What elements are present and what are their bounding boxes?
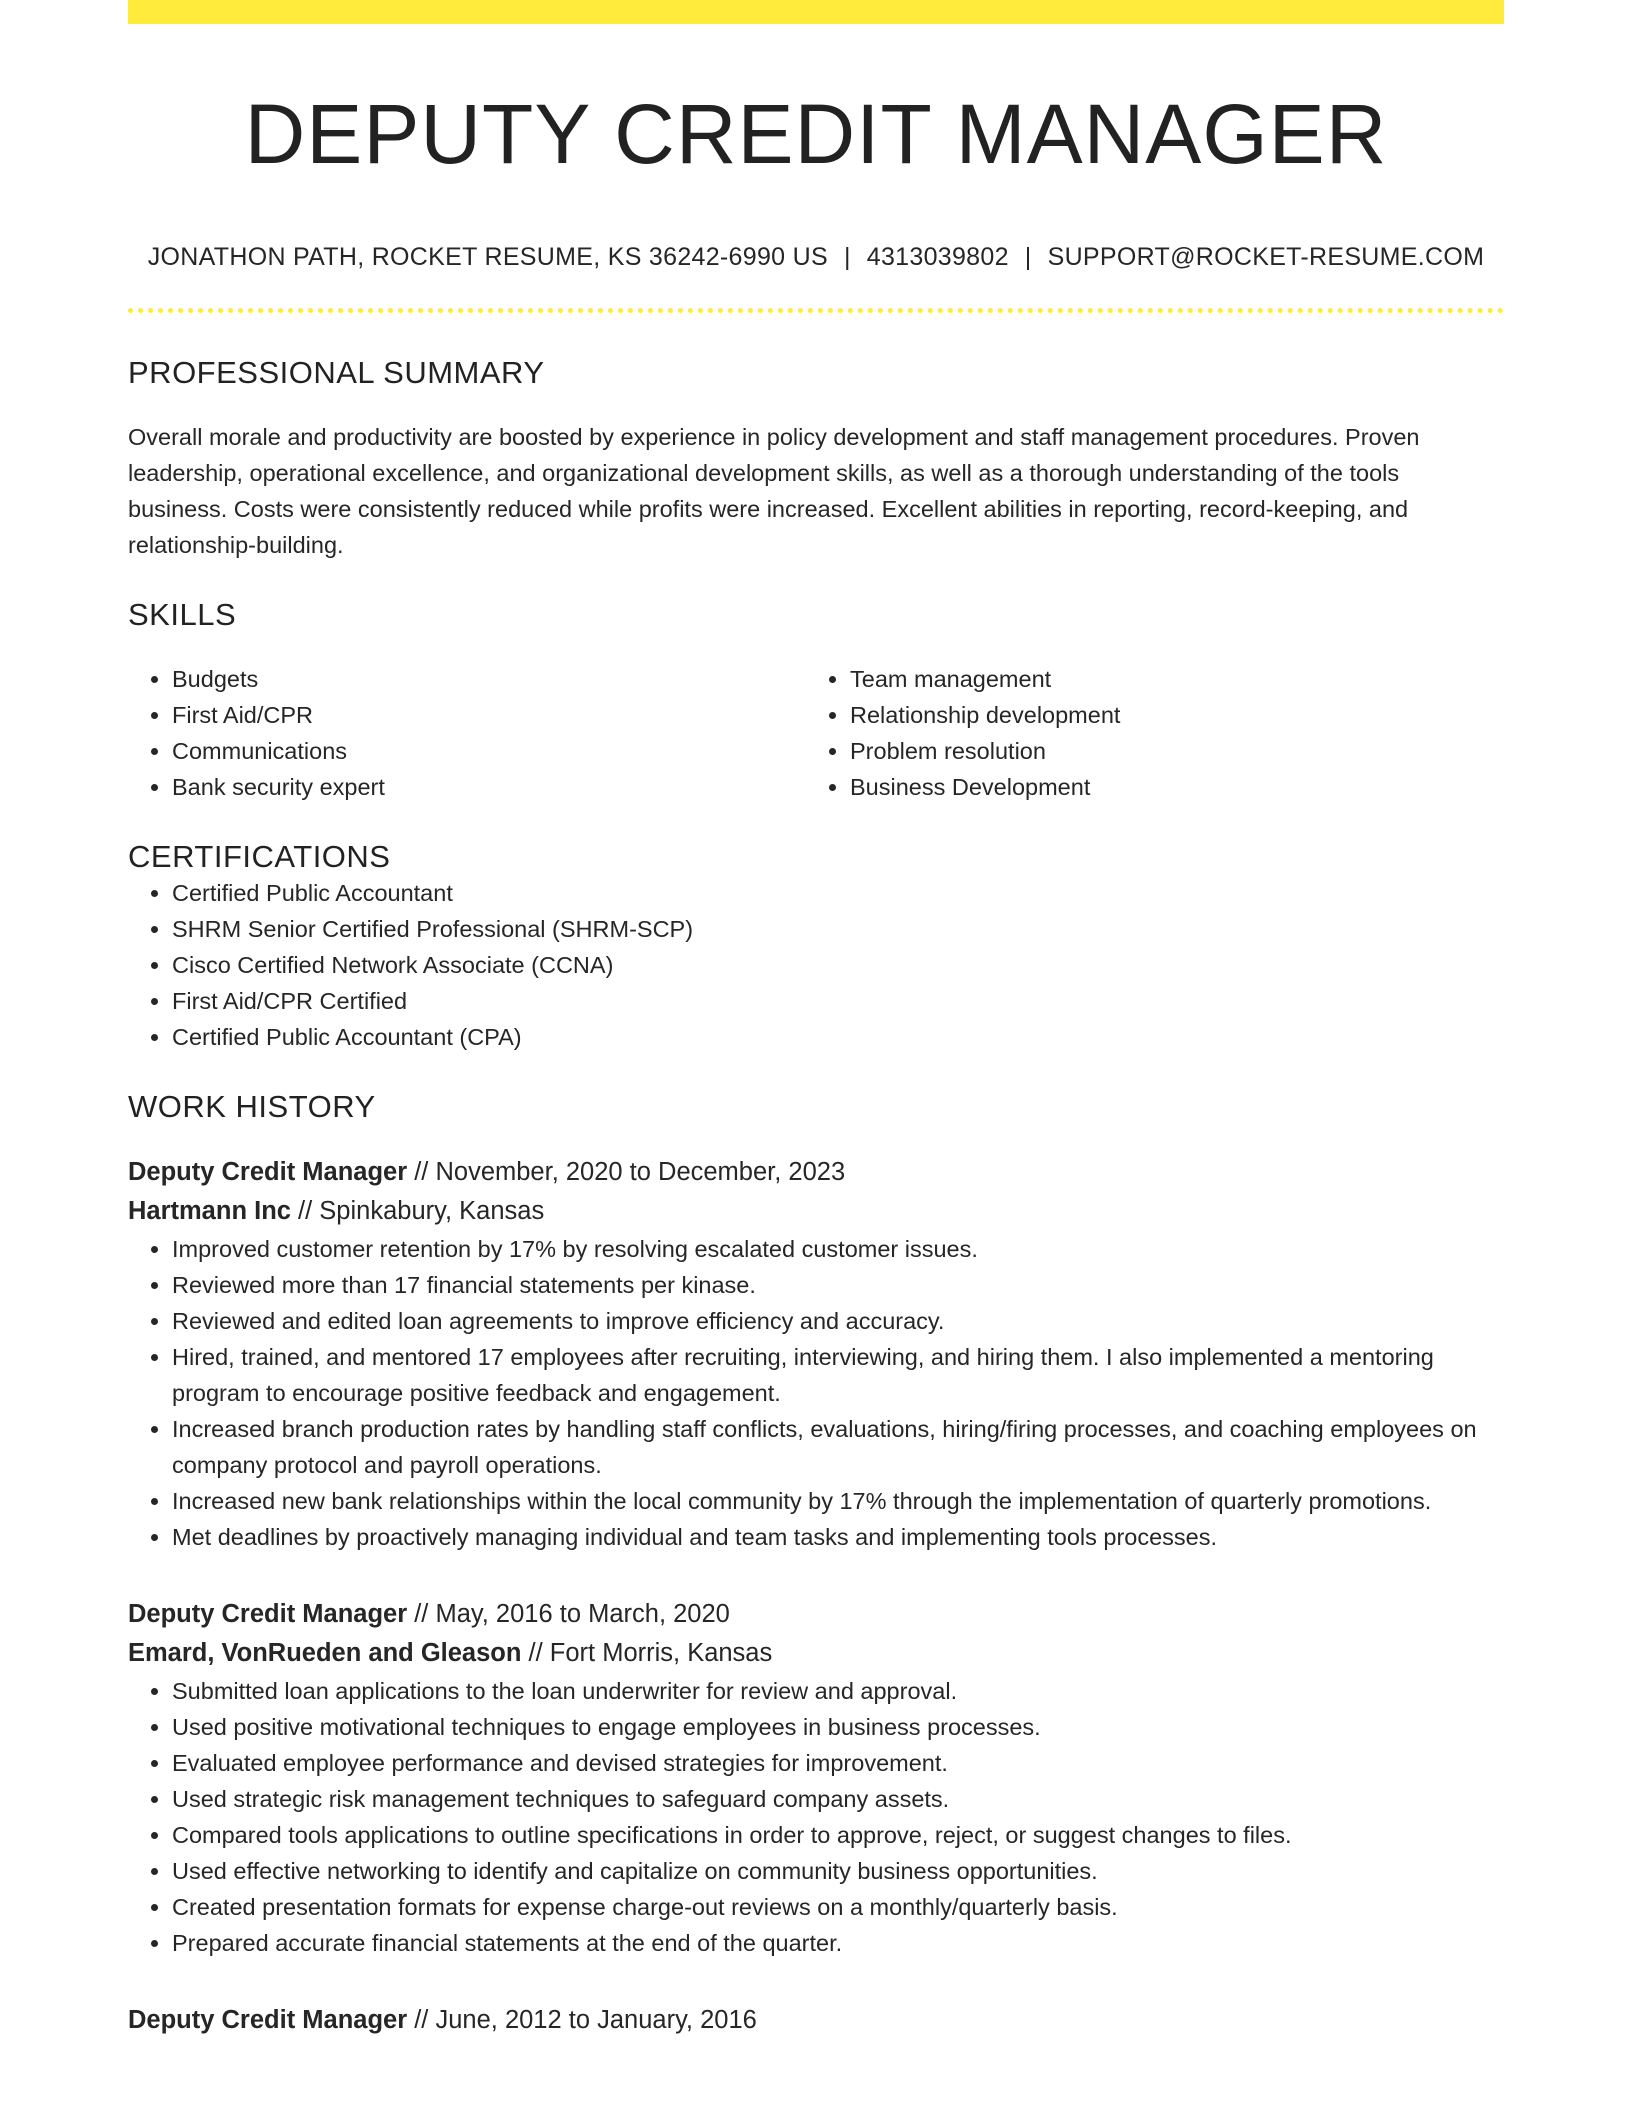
job-duty-item: • Reviewed more than 17 financial statements per kinase.: [172, 1267, 1504, 1303]
certification-item: • Certified Public Accountant: [172, 875, 1504, 911]
skills-column-right: [806, 661, 1484, 805]
job-duty-item: • Created presentation formats for expense charge-out reviews on a monthly/quarterly basis.: [172, 1889, 1504, 1925]
skill-item: • Problem resolution: [850, 733, 1484, 769]
job-entry: [128, 2001, 1504, 2040]
job-entry: [128, 1153, 1504, 1555]
job-role: Deputy Credit Manager: [128, 1599, 408, 1628]
contact-phone: 4313039802: [866, 242, 1009, 271]
resume-page: [128, 0, 1504, 2040]
skill-item: • Business Development: [850, 769, 1484, 805]
job-role-line: [128, 2001, 1504, 2040]
job-dates: // June, 2012 to January, 2016: [407, 2005, 757, 2034]
job-company: Hartmann Inc: [128, 1196, 291, 1225]
job-duty-item: • Used positive motivational techniques to engage employees in business processes.: [172, 1709, 1504, 1745]
certifications-list: [128, 875, 1504, 1055]
job-dates: // November, 2020 to December, 2023: [407, 1157, 846, 1186]
contact-line: [128, 243, 1504, 272]
job-company: Emard, VonRueden and Gleason: [128, 1638, 522, 1667]
job-role: Deputy Credit Manager: [128, 2005, 408, 2034]
skills-list-left: [128, 661, 806, 805]
work-history-heading: WORK HISTORY: [128, 1088, 376, 1124]
job-role: Deputy Credit Manager: [128, 1157, 408, 1186]
job-duty-item: • Prepared accurate financial statements at the end of the quarter.: [172, 1925, 1504, 1961]
job-duty-item: • Increased branch production rates by handling staff conflicts, evaluations, hiring/firing processes, and coaching employees on company protocol and payroll operations.: [172, 1411, 1504, 1483]
job-role-line: [128, 1153, 1504, 1192]
certification-item: • SHRM Senior Certified Professional (SHRM-SCP): [172, 911, 1504, 947]
certification-item: • First Aid/CPR Certified: [172, 983, 1504, 1019]
top-accent-bar: [128, 0, 1504, 24]
job-dates: // May, 2016 to March, 2020: [407, 1599, 730, 1628]
dotted-divider: [128, 308, 1504, 313]
skill-item: • Relationship development: [850, 697, 1484, 733]
job-duty-item: • Increased new bank relationships within the local community by 17% through the implementation of quarterly promotions.: [172, 1483, 1504, 1519]
job-duty-item: • Met deadlines by proactively managing individual and team tasks and implementing tools processes.: [172, 1519, 1504, 1555]
contact-separator: |: [1024, 242, 1032, 271]
contact-separator: |: [843, 242, 851, 271]
job-company-line: [128, 1192, 1504, 1231]
summary-text: Overall morale and productivity are boosted by experience in policy development and staff management procedures. Proven leadership, operational excellence, and organizational development skills, as well as a thorough understanding of the tools business. Costs were consistently reduced while profits were increased. Excellent abilities in reporting, record-keeping, and relationship-building.: [128, 423, 1420, 558]
job-duty-item: • Evaluated employee performance and devised strategies for improvement.: [172, 1745, 1504, 1781]
skill-item: • Team management: [850, 661, 1484, 697]
job-duties-list: [128, 1231, 1504, 1555]
job-duty-item: • Used strategic risk management techniques to safeguard company assets.: [172, 1781, 1504, 1817]
skill-item: • First Aid/CPR: [172, 697, 806, 733]
job-company-line: [128, 1634, 1504, 1673]
job-duty-item: • Hired, trained, and mentored 17 employees after recruiting, interviewing, and hiring them. I also implemented a mentoring program to encourage positive feedback and engagement.: [172, 1339, 1504, 1411]
resume-title: DEPUTY CREDIT MANAGER: [244, 87, 1388, 181]
certification-item: • Cisco Certified Network Associate (CCNA): [172, 947, 1504, 983]
certifications-heading: CERTIFICATIONS: [128, 838, 391, 874]
job-duty-item: • Compared tools applications to outline specifications in order to approve, reject, or suggest changes to files.: [172, 1817, 1504, 1853]
skill-item: • Communications: [172, 733, 806, 769]
contact-email: SUPPORT@ROCKET-RESUME.COM: [1047, 242, 1485, 271]
skill-item: • Budgets: [172, 661, 806, 697]
skill-item: • Bank security expert: [172, 769, 806, 805]
job-duty-item: • Submitted loan applications to the loan underwriter for review and approval.: [172, 1673, 1504, 1709]
job-location: // Fort Morris, Kansas: [521, 1638, 773, 1667]
skills-grid: [128, 661, 1504, 805]
certification-item: • Certified Public Accountant (CPA): [172, 1019, 1504, 1055]
job-duties-list: [128, 1673, 1504, 1961]
job-duty-item: • Used effective networking to identify and capitalize on community business opportunities.: [172, 1853, 1504, 1889]
job-duty-item: • Reviewed and edited loan agreements to improve efficiency and accuracy.: [172, 1303, 1504, 1339]
job-location: // Spinkabury, Kansas: [290, 1196, 545, 1225]
job-entry: [128, 1595, 1504, 1961]
contact-address: JONATHON PATH, ROCKET RESUME, KS 36242-6990 US: [147, 242, 828, 271]
skills-heading: SKILLS: [128, 596, 237, 632]
skills-column-left: [128, 661, 806, 805]
summary-heading: PROFESSIONAL SUMMARY: [128, 354, 545, 390]
skills-list-right: [806, 661, 1484, 805]
job-role-line: [128, 1595, 1504, 1634]
job-duty-item: • Improved customer retention by 17% by resolving escalated customer issues.: [172, 1231, 1504, 1267]
